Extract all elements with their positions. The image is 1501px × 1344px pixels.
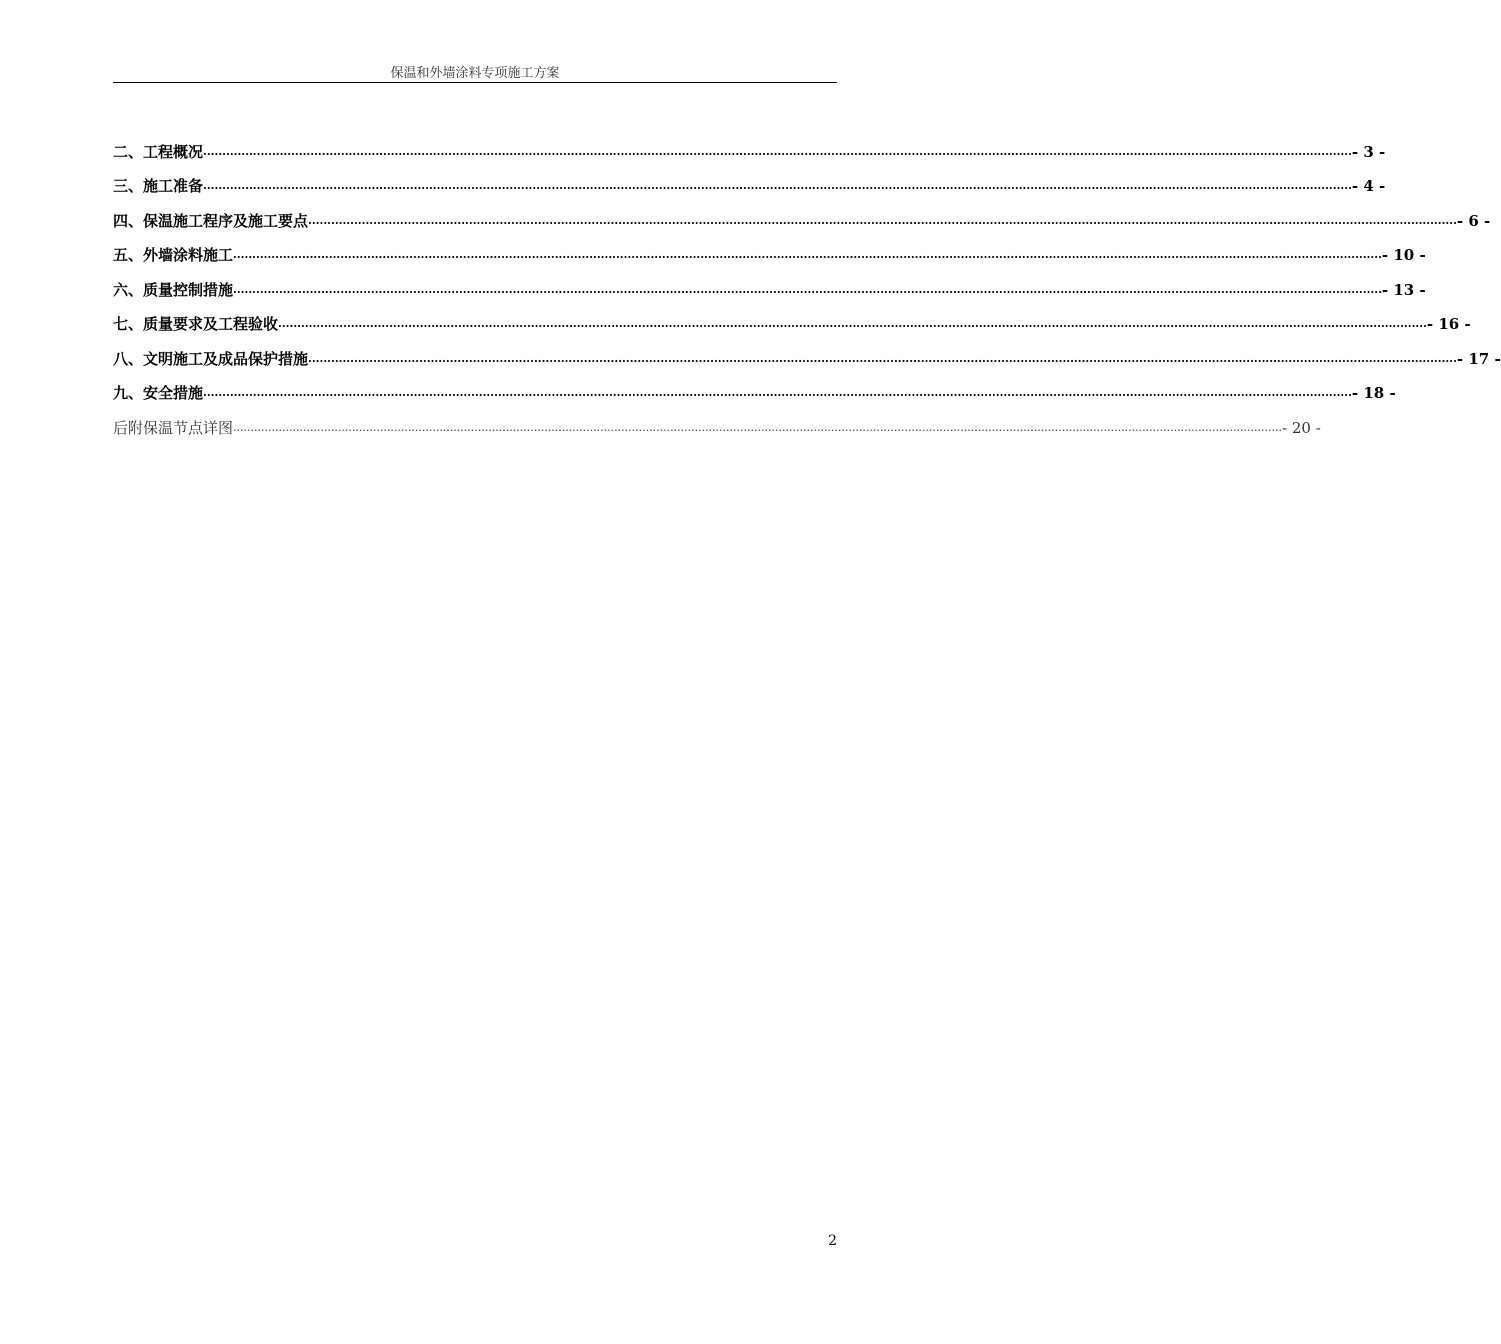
- toc-entry-title: 五、外墙涂料施工: [113, 246, 234, 264]
- toc-leader-dots: ............................................................................................................................................................................................................................................................................................................: [233, 282, 1382, 296]
- toc-entry-page: - 18 -: [1351, 384, 1396, 402]
- toc-entry[interactable]: [113, 162, 1386, 197]
- toc-entry[interactable]: [113, 403, 1321, 438]
- toc-entry[interactable]: [113, 265, 1426, 300]
- toc-entry-page: - 10 -: [1381, 246, 1426, 264]
- toc-entry-page: - 17 -: [1456, 349, 1501, 368]
- toc-entry-page: - 3 -: [1351, 142, 1386, 161]
- toc-entry[interactable]: [113, 334, 1501, 369]
- header-rule: [113, 82, 837, 83]
- toc-entry-title: 九、安全措施: [113, 384, 204, 402]
- toc-entry-title: 六、质量控制措施: [113, 280, 234, 299]
- toc-entry[interactable]: [113, 196, 1491, 231]
- toc-leader-dots: ............................................................................................................................................................................................................................................................................................................: [233, 248, 1382, 261]
- toc-entry[interactable]: [113, 231, 1426, 266]
- toc-leader-dots: ............................................................................................................................................................................................................................................................................................................: [203, 144, 1352, 158]
- page-number: 2: [828, 1233, 837, 1249]
- toc-leader-dots: ............................................................................................................................................................................................................................................................................................................: [308, 351, 1457, 365]
- toc-entry-title: 七、质量要求及工程验收: [113, 315, 279, 333]
- toc-entry-page: - 20 -: [1282, 418, 1321, 437]
- toc-entry[interactable]: [113, 369, 1396, 404]
- toc-entry-page: - 6 -: [1456, 211, 1491, 230]
- toc-entry[interactable]: [113, 127, 1386, 162]
- toc-leader-dots: ............................................................................................................................................................................................................................................................................................................: [233, 420, 1282, 434]
- toc-entry-page: - 4 -: [1351, 177, 1386, 195]
- page-header: 保温和外墙涂料专项施工方案: [390, 66, 560, 81]
- toc-entry-page: - 16 -: [1426, 315, 1471, 333]
- toc-entry-title: 后附保温节点详图: [113, 418, 234, 437]
- toc-entry-page: - 13 -: [1381, 280, 1426, 299]
- toc-leader-dots: ............................................................................................................................................................................................................................................................................................................: [203, 179, 1352, 192]
- toc-entry-title: 三、施工准备: [113, 177, 204, 195]
- toc-entry-title: 八、文明施工及成品保护措施: [113, 349, 309, 368]
- toc-entry-title: 四、保温施工程序及施工要点: [113, 211, 309, 230]
- table-of-contents: [113, 127, 1501, 438]
- toc-leader-dots: ............................................................................................................................................................................................................................................................................................................: [308, 213, 1457, 227]
- toc-entry[interactable]: [113, 300, 1471, 335]
- toc-leader-dots: ............................................................................................................................................................................................................................................................................................................: [203, 386, 1352, 399]
- toc-leader-dots: ............................................................................................................................................................................................................................................................................................................: [278, 317, 1427, 330]
- toc-entry-title: 二、工程概况: [113, 142, 204, 161]
